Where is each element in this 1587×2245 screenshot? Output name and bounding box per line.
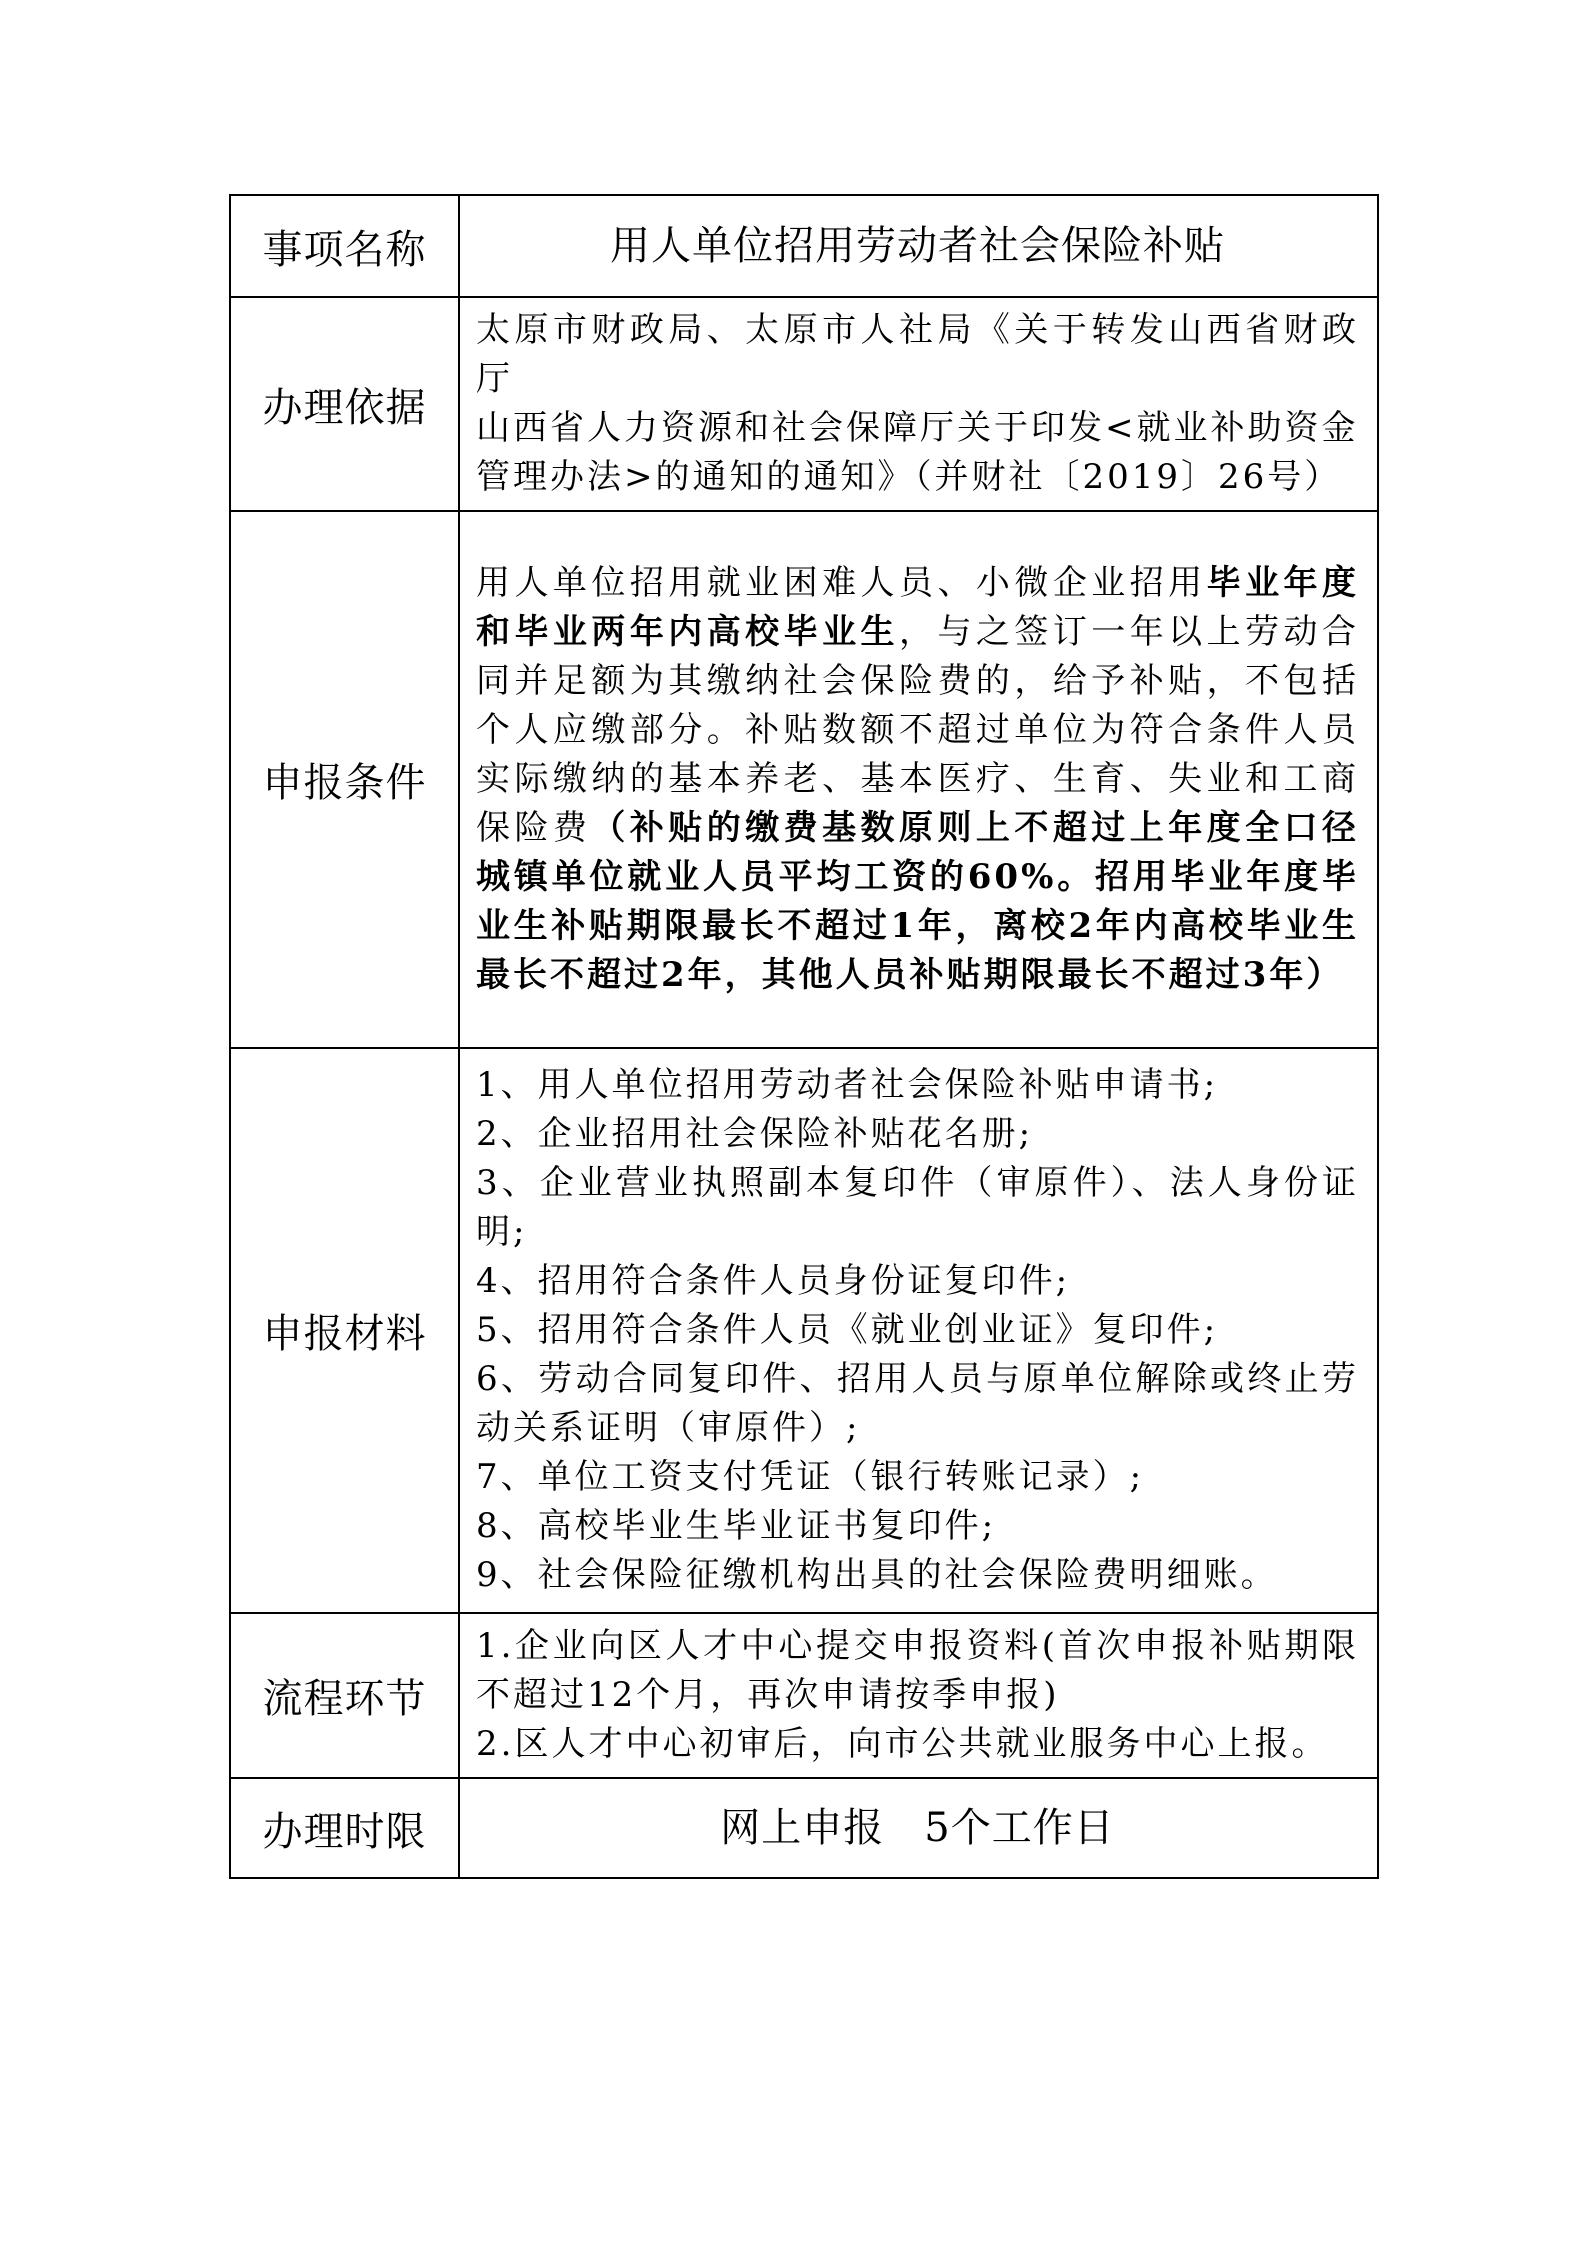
basis-line-3: 管理办法>的通知的通知》（并财社〔2019〕26号） xyxy=(476,457,1342,497)
material-item-4: 4、招用符合条件人员身份证复印件; xyxy=(476,1261,1071,1301)
material-item-5: 5、招用符合条件人员《就业创业证》复印件; xyxy=(476,1310,1219,1350)
material-item-8: 8、高校毕业生毕业证书复印件; xyxy=(476,1506,997,1546)
conditions-text-4-bold: （补贴的缴费基数原则上不超过上年度全口径城镇单位就业人员平均工资的60%。招用毕业年度毕业生补贴期限最长不超过1年，离校2年内高校毕业生最长不超过2年，其他人员补贴期限最长不超过3年） xyxy=(476,808,1360,995)
service-info-table xyxy=(229,194,1379,1879)
material-item-1: 1、用人单位招用劳动者社会保险补贴申请书; xyxy=(476,1065,1219,1105)
material-item-9: 9、社会保险征缴机构出具的社会保险费明细账。 xyxy=(476,1555,1278,1595)
conditions-text-3: ，与之签订一年以上劳动合同并足额为其缴纳社会保险费的，给予补贴，不包括个人应缴部分。补贴数额不超过单位为符合条件人员实际缴纳的基本养老、基本医疗、生育、失业和工商保险费 xyxy=(476,612,1359,848)
material-item-3: 3、企业营业执照副本复印件（审原件）、法人身份证明; xyxy=(476,1163,1359,1252)
value-conditions xyxy=(459,511,1378,1048)
basis-line-1: 太原市财政局、太原市人社局《关于转发山西省财政厅 xyxy=(476,310,1359,399)
label-time-limit: 办理时限 xyxy=(230,1778,459,1878)
basis-line-2: 山西省人力资源和社会保障厅关于印发<就业补助资金 xyxy=(476,408,1359,448)
material-item-6: 6、劳动合同复印件、招用人员与原单位解除或终止劳动关系证明（审原件）; xyxy=(476,1359,1359,1448)
value-materials xyxy=(459,1048,1378,1613)
label-conditions: 申报条件 xyxy=(230,511,459,1048)
time-limit-duration: 5个工作日 xyxy=(924,1804,1115,1851)
row-basis xyxy=(230,297,1378,511)
row-conditions xyxy=(230,511,1378,1048)
process-step-1: 1.企业向区人才中心提交申报资料(首次申报补贴期限不超过12个月，再次申请按季申报) xyxy=(476,1626,1359,1715)
label-item-name: 事项名称 xyxy=(230,195,459,297)
conditions-text-1: 用人单位招用就业困难人员、小微企业招用 xyxy=(476,563,1207,603)
row-item-name xyxy=(230,195,1378,297)
label-materials: 申报材料 xyxy=(230,1048,459,1613)
time-limit-method: 网上申报 xyxy=(720,1804,885,1851)
value-item-name: 用人单位招用劳动者社会保险补贴 xyxy=(459,195,1378,297)
label-basis: 办理依据 xyxy=(230,297,459,511)
value-process xyxy=(459,1613,1378,1778)
value-basis xyxy=(459,297,1378,511)
row-materials xyxy=(230,1048,1378,1613)
process-step-2: 2.区人才中心初审后，向市公共就业服务中心上报。 xyxy=(476,1724,1329,1764)
value-time-limit xyxy=(459,1778,1378,1878)
material-item-2: 2、企业招用社会保险补贴花名册; xyxy=(476,1114,1034,1154)
label-process: 流程环节 xyxy=(230,1613,459,1778)
row-process xyxy=(230,1613,1378,1778)
conditions-text-2-bold: 毕业年度和毕业两年内高校毕业生 xyxy=(476,563,1360,652)
material-item-7: 7、单位工资支付凭证（银行转账记录）; xyxy=(476,1457,1145,1497)
row-time-limit xyxy=(230,1778,1378,1878)
